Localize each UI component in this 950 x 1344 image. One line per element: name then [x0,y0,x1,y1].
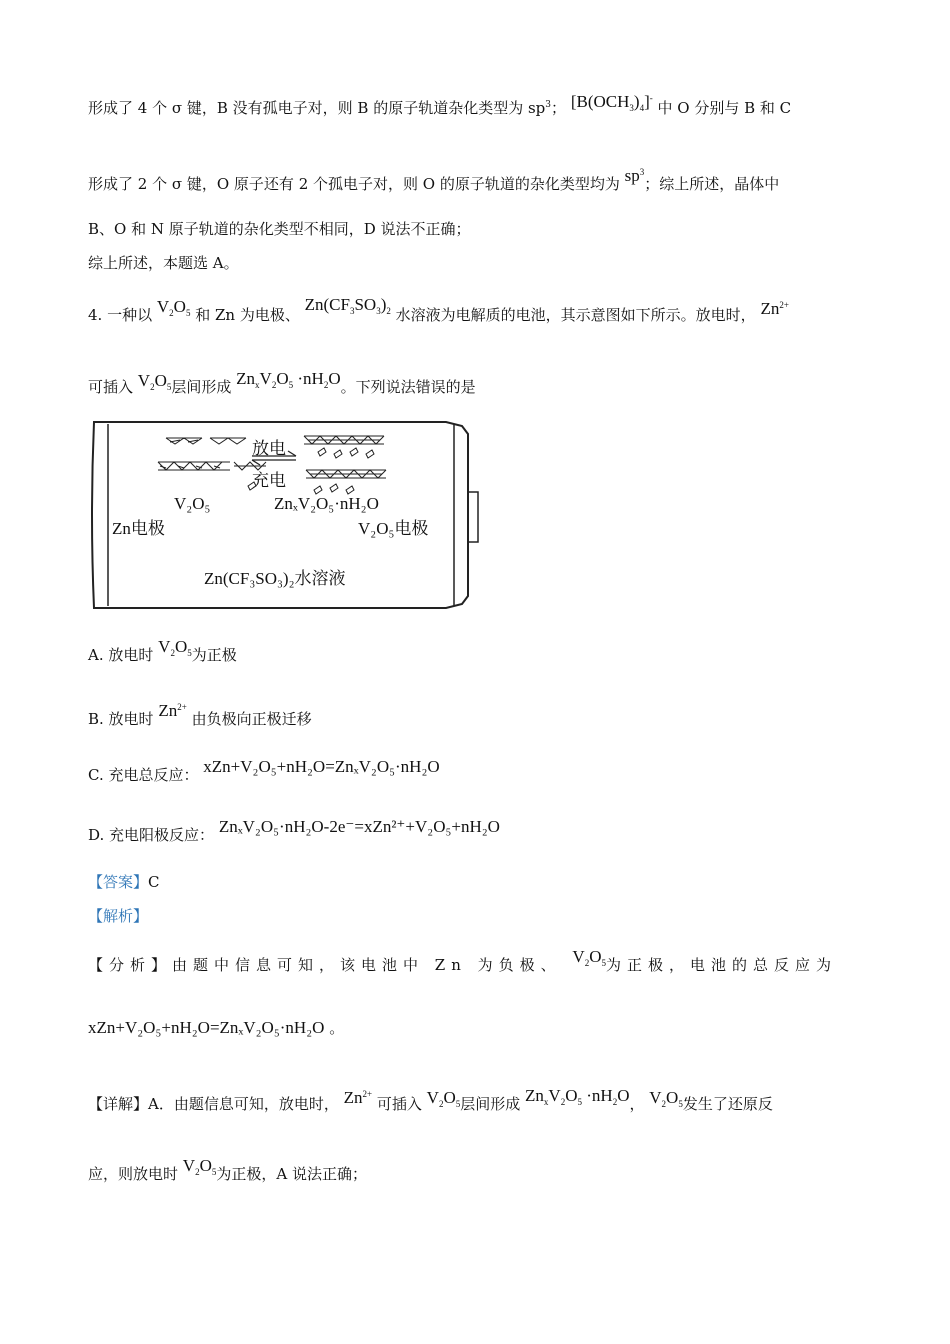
superscript: 2+ [177,702,187,712]
subscript: 2 [661,1099,667,1109]
analysis-tag: 【解析】 [88,907,149,925]
formula-text: ·nH [297,369,324,388]
subscript: 4 [639,103,645,113]
subscript: 2 [170,648,175,658]
formula-total-reaction: xZn+V₂O₅+nH₂O=ZnₓV₂O₅·nH₂O [88,1018,325,1037]
detail-text: 层间形成 [460,1095,521,1113]
formula-text: O [173,297,186,316]
discharge-label: 放电 [252,439,286,458]
detail-text: 应，则放电时 [88,1165,179,1183]
formula-zn2plus [344,1088,372,1107]
formula-text: Zn [343,1088,363,1107]
product-label: ZnₓV₂O₅·nH₂O [274,494,379,513]
analysis-text: 为正极，电池的总反应为 [605,956,837,974]
formula-v2o5 [572,947,606,966]
formula-text: V [182,1156,196,1175]
subscript: 2 [612,1097,618,1107]
formula-reaction-d: ZnₓV₂O₅·nH₂O-2e⁻=xZn²⁺+V₂O₅+nH₂O [218,817,500,836]
formula-v2o5 [158,637,192,656]
subscript: 5 [455,1099,461,1109]
electrolyte-label: Zn(CF₃SO₃)₂水溶液 [204,569,346,588]
option-d [88,817,500,845]
line-text: 形成了 2 个 σ 键，O 原子还有 2 个孤电子对，则 O 的原子轨道的杂化类型均为 [88,175,620,193]
line-text: ；综上所述，晶体中 [644,175,780,193]
line-text: 中 O 分别与 B 和 C [657,99,792,117]
line-text: 水溶液为电解质的电池，其示意图如下所示。放电时， [395,306,756,324]
question-stem [88,295,789,331]
option-text: B. 放电时 [88,710,154,728]
subscript: x [543,1097,549,1107]
formula-salt [305,295,391,314]
line-text: 。下列说法错误的是 [340,378,476,396]
formula-product [236,369,340,388]
detail-text: 发生了还原反 [682,1095,773,1113]
formula-text: V [137,371,151,390]
superscript: 3 [545,100,552,110]
option-c [88,757,440,785]
formula-text: O [199,1156,212,1175]
formula-text: Zn [158,701,178,720]
subscript: 5 [187,648,192,658]
formula-text: O [174,637,188,656]
superscript: 3 [639,167,645,177]
line-text: 形成了 4 个 σ 键，B 没有孤电子对，则 B 的原子轨道杂化类型为 sp [88,99,546,117]
subscript: 2 [584,958,590,968]
subscript: 2 [560,1097,566,1107]
line-text: 层间形成 [171,378,232,396]
formula-zn2plus [760,299,788,318]
subscript: x [255,380,260,390]
formula-text: Zn [236,369,256,388]
superscript: 2+ [362,1089,373,1099]
charge-label: 充电 [252,471,286,490]
formula-text: V [548,1086,561,1105]
formula-text: SO [354,295,377,314]
subscript: 5 [211,1167,217,1177]
subscript: 2 [271,380,277,390]
answer-line [88,872,160,892]
subscript: 2 [150,382,155,392]
formula-product [525,1086,629,1105]
formula-text: O [443,1088,456,1107]
subscript: 5 [185,308,191,318]
formula-text: V [158,637,171,656]
subscript: 2 [323,380,329,390]
text-line [88,166,780,194]
option-a [88,637,237,671]
v2o5-layer-icon [158,438,266,470]
formula-sp3 [625,166,645,185]
line-text: 可插入 [88,378,134,396]
formula-text: ·nH [586,1086,613,1105]
detail-text: 为正极，A 说法正确； [216,1165,367,1183]
superscript: 2+ [779,300,789,310]
option-text: D. 充电阳极反应： [88,826,215,844]
detail-text: ， [629,1095,645,1113]
battery-diagram [88,420,488,610]
formula-text: O [617,1086,630,1105]
detail-line [88,1086,773,1120]
formula-text: sp [624,166,640,185]
question-stem [88,369,476,403]
formula-text: O [666,1088,679,1107]
subscript: 3 [629,103,634,113]
formula-text: V [572,947,585,966]
option-b [88,701,312,729]
formula-v2o5 [138,371,172,390]
detail-text: 可插入 [376,1095,422,1113]
formula-text: V [426,1088,439,1107]
formula-reaction-c: xZn+V₂O₅+nH₂O=ZnₓV₂O₅·nH₂O [203,757,440,776]
formula-text: O [565,1086,578,1105]
analysis-text: 【分析】由题中信息可知，该电池中 Zn 为负极、 [88,956,562,974]
v2o5-label: V₂O₅ [174,494,211,513]
formula-zn2plus [158,701,186,720]
formula-text: V [156,297,170,316]
detail-text: 【详解】A．由题信息可知，放电时， [88,1095,339,1113]
line-text: ； [551,99,567,117]
subscript: 3 [349,306,355,316]
formula-v2o5 [427,1088,461,1107]
text-line: B、O 和 N 原子轨道的杂化类型不相同，D 说法不正确； [88,220,471,238]
subscript: 2 [169,308,174,318]
analysis-line [88,1018,344,1038]
formula-v2o5 [649,1088,683,1107]
formula-text: O [589,947,602,966]
formula-text: Zn(CF [304,295,350,314]
subscript: 5 [601,958,606,968]
formula-text: B(OCH [576,92,630,111]
analysis-line [88,947,837,981]
formula-text: V [259,369,272,388]
subscript: 5 [166,382,172,392]
subscript: 5 [577,1097,582,1107]
option-text: A. 放电时 [88,646,154,664]
answer-tag: 【答案】 [88,873,149,891]
answer-value: C [148,873,160,891]
text-line: 综上所述，本题选 A。 [88,254,239,272]
formula-ion: $[B(OCH_3)_4]^-$ [570,92,653,113]
formula-text: O [154,371,167,390]
formula-v2o5 [183,1156,217,1175]
option-text: C. 充电总反应： [88,766,199,784]
subscript: 3 [376,306,381,316]
zn-electrode-label: Zn电极 [112,519,165,538]
v2o5-electrode-label: V₂O₅电极 [358,519,429,538]
formula-text: Zn [525,1086,544,1105]
subscript: 2 [438,1099,444,1109]
line-text: 4. 一种以 [88,306,153,324]
formula-text: V [649,1088,662,1107]
analysis-text: 。 [329,1019,345,1037]
formula-text: O [276,369,289,388]
formula-text: ) [380,295,387,314]
formula-text: Zn [760,299,780,318]
subscript: 5 [288,380,294,390]
line-text: 和 Zn 为电极、 [195,306,300,324]
subscript: 2 [195,1167,200,1177]
subscript: 5 [678,1099,683,1109]
option-text: 为正极 [191,646,237,664]
detail-line [88,1156,367,1190]
subscript: 2 [386,306,391,316]
option-text: 由负极向正极迁移 [191,710,312,728]
superscript: - [649,93,653,103]
text-line [88,94,791,124]
formula-text: ) [633,92,640,111]
formula-v2o5 [157,297,191,316]
formula-text: O [328,369,341,388]
